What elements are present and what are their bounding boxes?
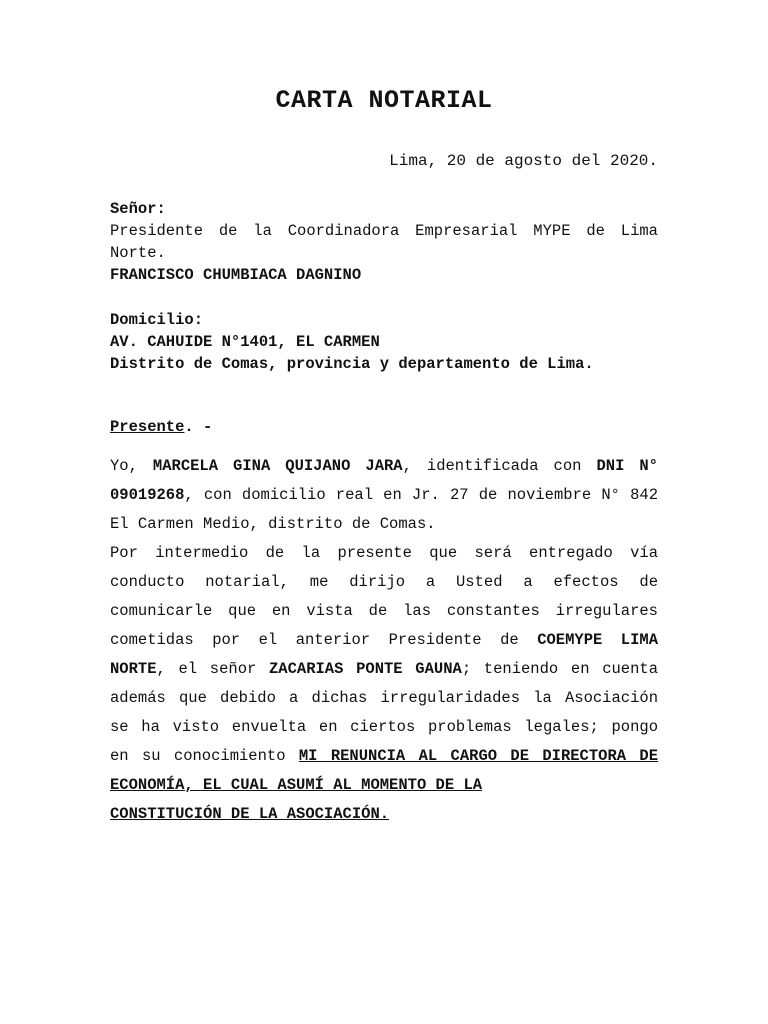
presente-word: Presente [110,418,185,436]
document-title: CARTA NOTARIAL [275,86,493,115]
address-block [110,309,658,375]
date-line: Lima, 20 de agosto del 2020. [389,152,658,170]
address-label: Domicilio: [110,311,204,329]
recipient-title: Presidente de la Coordinadora Empresarial MYPE de Lima Norte. [110,222,658,262]
recipient-block [110,198,658,286]
address-district: Distrito de Comas, provincia y departamento de Lima. [110,355,594,373]
recipient-label: Señor: [110,200,166,218]
resignation-statement-end: CONSTITUCIÓN DE LA ASOCIACIÓN. [110,805,390,823]
paragraph-notice-end [110,800,658,829]
resignation-statement: MI RENUNCIA AL CARGO DE DIRECTORA DE ECONOMÍA, EL CUAL ASUMÍ AL MOMENTO DE LA [110,747,659,794]
recipient-name: FRANCISCO CHUMBIACA DAGNINO [110,266,362,284]
presente-line [110,416,658,438]
presente-suffix: . - [184,418,213,436]
letter-body [110,452,658,829]
paragraph-notice: Por intermedio de la presente que será entregado vía conducto notarial, me dirijo a Usted a efectos de comunicarle que en vista de las constantes irregulares cometidas por el anterior Presidente de COEMYPE LIMA NORTE, el señor ZACARIAS PONTE GAUNA; teniendo en cuenta además que debido a dichas irregularidades la Asociación se ha visto envuelta en ciertos problemas legales; pongo en su conocimiento MI RENUNCIA AL CARGO DE DIRECTORA DE ECONOMÍA, EL CUAL ASUMÍ AL MOMENTO DE LA [110,544,659,794]
paragraph-identification: Yo, MARCELA GINA QUIJANO JARA, identificada con DNI N° 09019268, con domicilio real en Jr. 27 de noviembre N° 842 El Carmen Medio, distrito de Comas. [110,457,658,533]
address-street: AV. CAHUIDE N°1401, EL CARMEN [110,333,380,351]
